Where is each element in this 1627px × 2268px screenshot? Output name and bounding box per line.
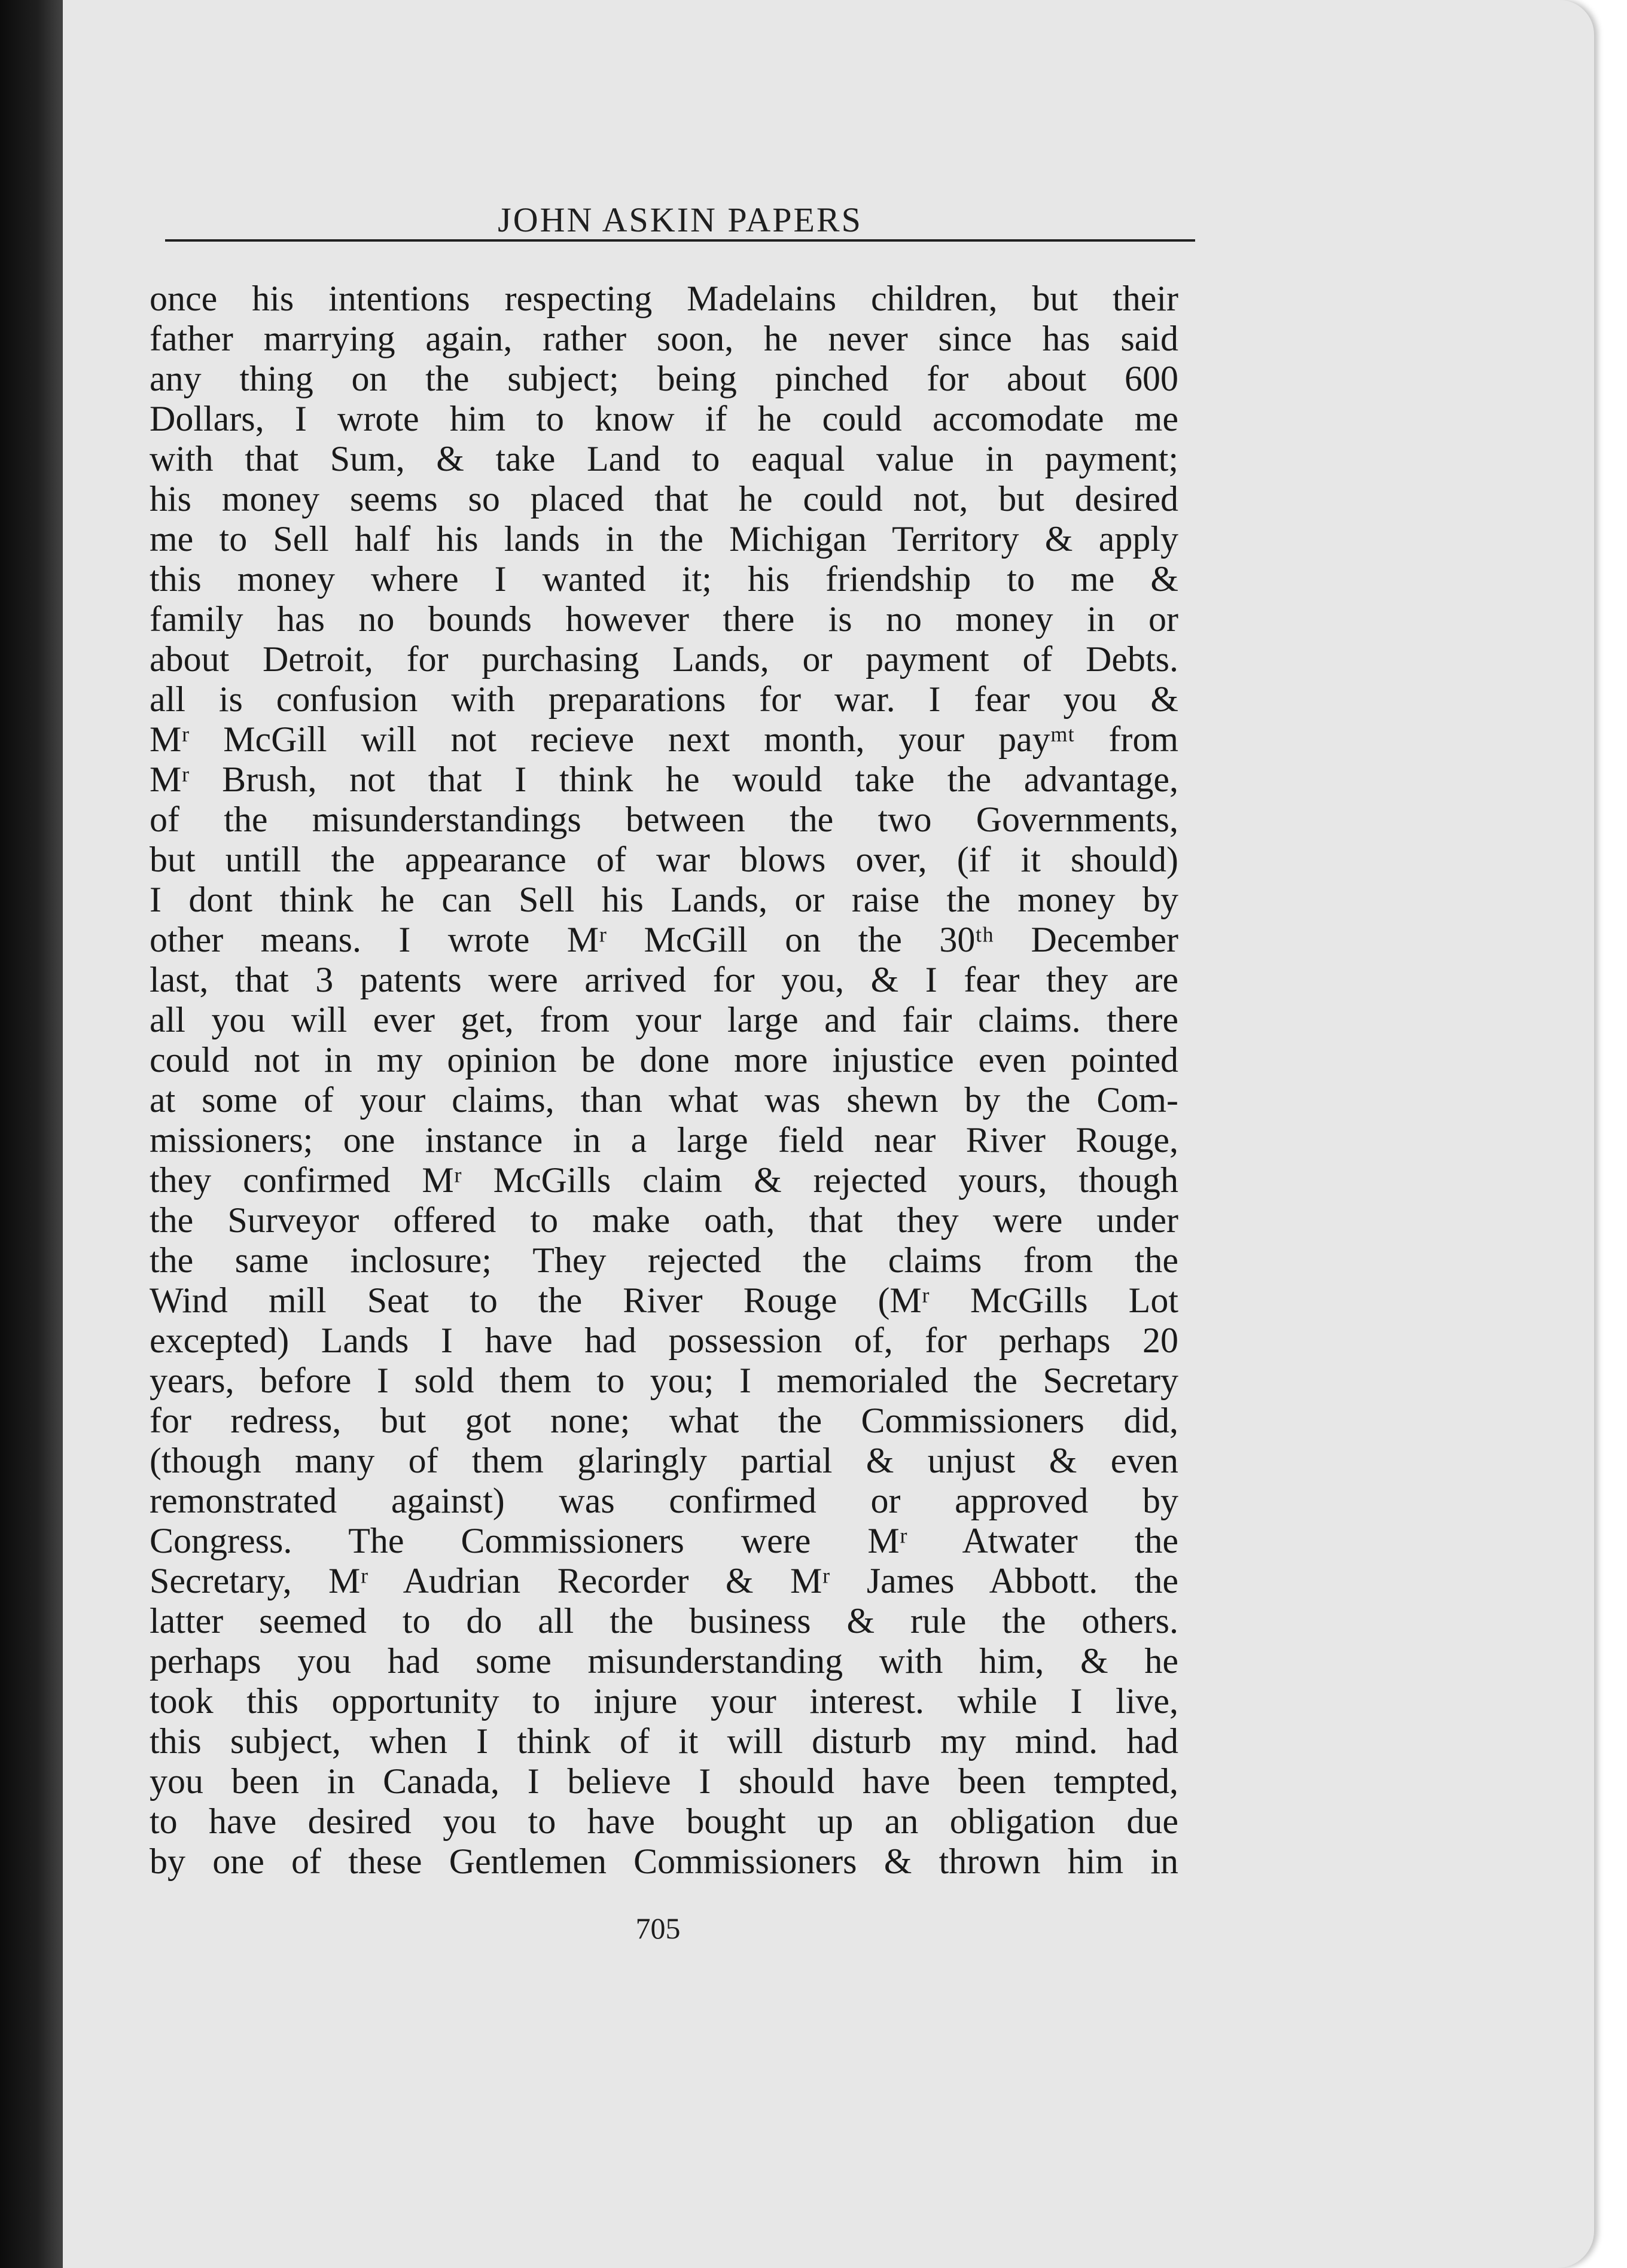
text-line: me to Sell half his lands in the Michigan Territory & apply (150, 519, 1178, 559)
text-line: remonstrated against) was confirmed or approved by (150, 1481, 1178, 1520)
text-line: Congress. The Commissioners were Mʳ Atwater the (150, 1521, 1178, 1560)
text-line: of the misunderstandings between the two Governments, (150, 800, 1178, 839)
text-line: Secretary, Mʳ Audrian Recorder & Mʳ James Abbott. the (150, 1561, 1178, 1601)
text-line: years, before I sold them to you; I memorialed the Secretary (150, 1361, 1178, 1400)
text-line: any thing on the subject; being pinched for about 600 (150, 359, 1178, 398)
text-line: other means. I wrote Mʳ McGill on the 30ᵗʰ December (150, 920, 1178, 959)
text-line: all is confusion with preparations for war. I fear you & (150, 679, 1178, 719)
body-text (150, 279, 1178, 1882)
text-line: Dollars, I wrote him to know if he could accomodate me (150, 399, 1178, 438)
text-line: but untill the appearance of war blows over, (if it should) (150, 840, 1178, 879)
text-line: perhaps you had some misunderstanding with him, & he (150, 1641, 1178, 1681)
text-line: the same inclosure; They rejected the claims from the (150, 1240, 1178, 1280)
header-rule (165, 239, 1195, 242)
text-line: his money seems so placed that he could not, but desired (150, 479, 1178, 519)
text-line: father marrying again, rather soon, he never since has said (150, 319, 1178, 358)
text-line: took this opportunity to injure your interest. while I live, (150, 1681, 1178, 1721)
text-line: last, that 3 patents were arrived for you, & I fear they are (150, 960, 1178, 999)
text-line: excepted) Lands I have had possession of, for perhaps 20 (150, 1321, 1178, 1360)
text-line: the Surveyor offered to make oath, that they were under (150, 1200, 1178, 1240)
text-line: they confirmed Mʳ McGills claim & rejected yours, though (150, 1160, 1178, 1200)
text-line: latter seemed to do all the business & rule the others. (150, 1601, 1178, 1641)
text-line: this money where I wanted it; his friendship to me & (150, 559, 1178, 599)
text-line: could not in my opinion be done more injustice even pointed (150, 1040, 1178, 1080)
running-head: JOHN ASKIN PAPERS (498, 200, 863, 239)
text-line: I dont think he can Sell his Lands, or raise the money by (150, 880, 1178, 919)
text-line: all you will ever get, from your large and fair claims. there (150, 1000, 1178, 1040)
text-line: once his intentions respecting Madelains children, but their (150, 279, 1178, 318)
text-line: at some of your claims, than what was shewn by the Com- (150, 1080, 1178, 1120)
text-line: (though many of them glaringly partial & unjust & even (150, 1441, 1178, 1480)
text-line: to have desired you to have bought up an obligation due (150, 1801, 1178, 1841)
text-line: you been in Canada, I believe I should have been tempted, (150, 1761, 1178, 1801)
text-line: Mʳ Brush, not that I think he would take the advantage, (150, 760, 1178, 799)
text-line: missioners; one instance in a large field near River Rouge, (150, 1120, 1178, 1160)
text-line: about Detroit, for purchasing Lands, or payment of Debts. (150, 639, 1178, 679)
text-line: by one of these Gentlemen Commissioners & thrown him in (150, 1842, 1178, 1881)
text-line: this subject, when I think of it will disturb my mind. had (150, 1721, 1178, 1761)
text-line: for redress, but got none; what the Commissioners did, (150, 1401, 1178, 1440)
text-line: family has no bounds however there is no money in or (150, 599, 1178, 639)
text-line: with that Sum, & take Land to eaqual value in payment; (150, 439, 1178, 478)
text-line: Wind mill Seat to the River Rouge (Mʳ McGills Lot (150, 1281, 1178, 1320)
text-line: Mʳ McGill will not recieve next month, your payᵐᵗ from (150, 720, 1178, 759)
page-number: 705 (635, 1912, 681, 1945)
